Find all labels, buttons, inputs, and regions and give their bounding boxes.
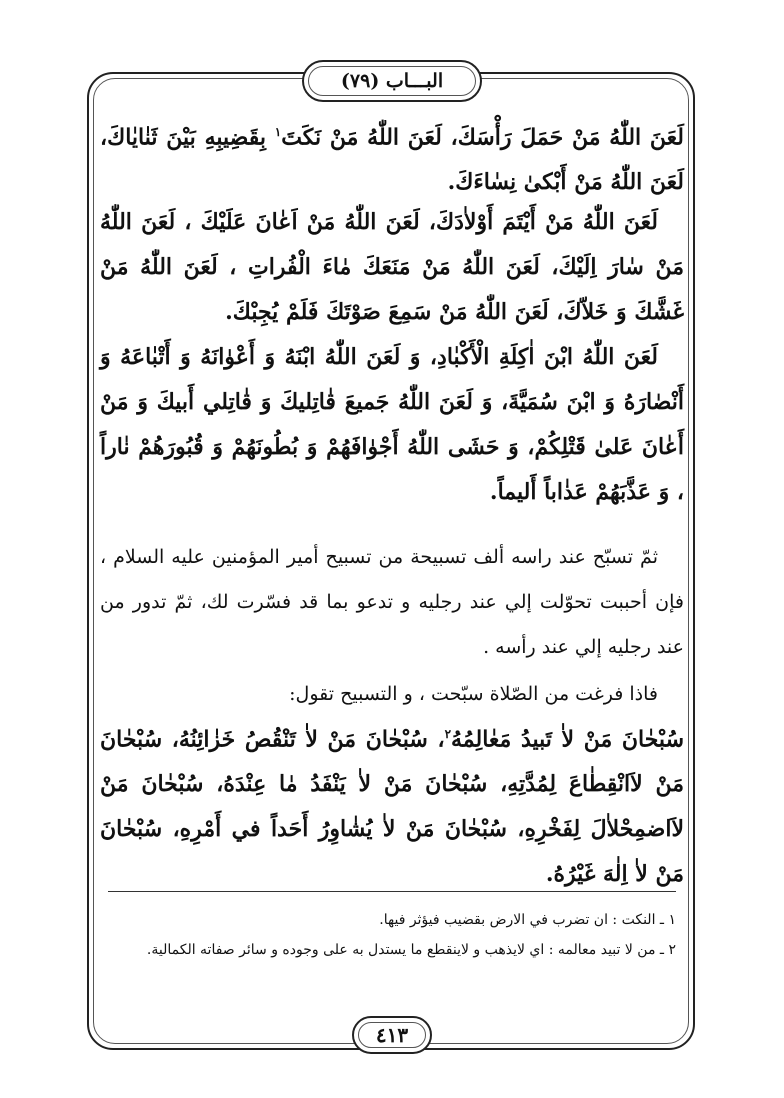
paragraph-text-cont: ، سُبْحٰانَ مَنْ لاٰ تَنْقُصُ خَزٰائِنُهُ، سُبْحٰانَ مَنْ لاَانْقِطٰاعَ لِمُدَّتِهِ، سُبْحٰانَ مَنْ لاٰ يَنْفَدُ مٰا عِنْدَهُ، سُبْحٰانَ مَنْ لاَاضمِحْلاٰلَ لِفَخْرِهِ، سُبْحٰانَ مَنْ لاٰ يُشٰاوِرُ أَحَداً في أَمْرِهِ، سُبْحٰانَ مَنْ لاٰ اِلٰهَ غَيْرُهُ. <box>100 726 684 888</box>
paragraph-text: لَعَنَ اللّٰهُ ابْنَ اٰكِلَةِ الْأَكْبٰادِ، وَ لَعَنَ اللّٰهُ ابْنَهُ وَ أَعْوٰانَهُ وَ أَتْبٰاعَهُ وَ أَنْصٰارَهُ وَ ابْنَ سُمَيَّةَ، وَ لَعَنَ اللّٰهُ جَميعَ قٰاتِليكَ وَ قٰاتِلي أَبيكَ وَ مَنْ أَعٰانَ عَلىٰ قَتْلِكُمْ، وَ حَشَى اللّٰهُ أَجْوٰافَهُمْ وَ بُطُونَهُمْ وَ قُبُورَهُمْ نٰاراً ، وَ عَذَّبَهُمْ عَذٰاباً أَليماً. <box>100 344 684 505</box>
paragraph-text: لَعَنَ اللّٰهُ مَنْ أَيْتَمَ أَوْلاٰدَكَ، لَعَنَ اللّٰهُ مَنْ اَعٰانَ عَلَيْكَ ، لَعَنَ اللّٰهُ مَنْ سٰارَ اِلَيْكَ، لَعَنَ اللّٰهُ مَنْ مَنَعَكَ مٰاءَ الْفُراتِ ، لَعَنَ اللّٰهُ مَنْ غَشَّكَ وَ خَلاّكَ، لَعَنَ اللّٰهُ مَنْ سَمِعَ صَوْتَكَ فَلَمْ يُجِبْكَ. <box>100 209 684 325</box>
footnote-2: ٢ ـ من لا تبيد معالمه : اي لايذهب و لاينقطع ما يستدل به على وجوده و سائر صفاته الكمالية. <box>146 942 676 958</box>
paragraph-text-cont: بِقَضِيبِهِ بَيْنَ ثَنٰايٰاكَ، لَعَنَ اللّٰهُ مَنْ أَبْكىٰ نِسٰاءَكَ. <box>100 124 684 196</box>
paragraph-text: ثمّ تسبّح عند راسه ألف تسبيحة من تسبيح أمير المؤمنين عليه السلام ، فإن أحببت تحوّلت إلي عند رجليه و تدعو بما قد فسّرت لك، ثمّ تدور من عند رجليه إلي عند رأسه . <box>100 546 684 658</box>
page-number: ٤١٣ <box>375 1023 409 1047</box>
footnote-ref-1: ١ <box>274 125 282 139</box>
paragraph-text: سُبْحٰانَ مَنْ لاٰ تَبيدُ مَعٰالِمُهُ <box>451 726 684 753</box>
paragraph-curse-1 <box>100 110 684 205</box>
paragraph-tasbih <box>100 712 684 897</box>
paragraph-curse-2 <box>100 200 684 335</box>
paragraph-text: لَعَنَ اللّٰهُ مَنْ حَمَلَ رَأْسَكَ، لَعَنَ اللّٰهُ مَنْ نَكَتَ <box>281 124 684 151</box>
paragraph-instruction-1 <box>100 535 684 670</box>
chapter-title-cartouche <box>302 60 482 102</box>
page-number-cartouche <box>352 1016 432 1054</box>
footnote-ref-2: ٢ <box>444 727 452 741</box>
chapter-title: البـــاب (٧٩) <box>340 70 444 92</box>
footnotes <box>108 905 676 965</box>
paragraph-curse-3 <box>100 335 684 515</box>
paragraph-instruction-2 <box>100 672 684 717</box>
footnote-divider <box>108 891 676 892</box>
footnote-1: ١ ـ النكت : ان تضرب في الارض بقضيب فيؤثر فيها. <box>379 912 676 928</box>
paragraph-text: فاذا فرغت من الصّلاة سبّحت ، و التسبيح تقول: <box>289 683 658 705</box>
